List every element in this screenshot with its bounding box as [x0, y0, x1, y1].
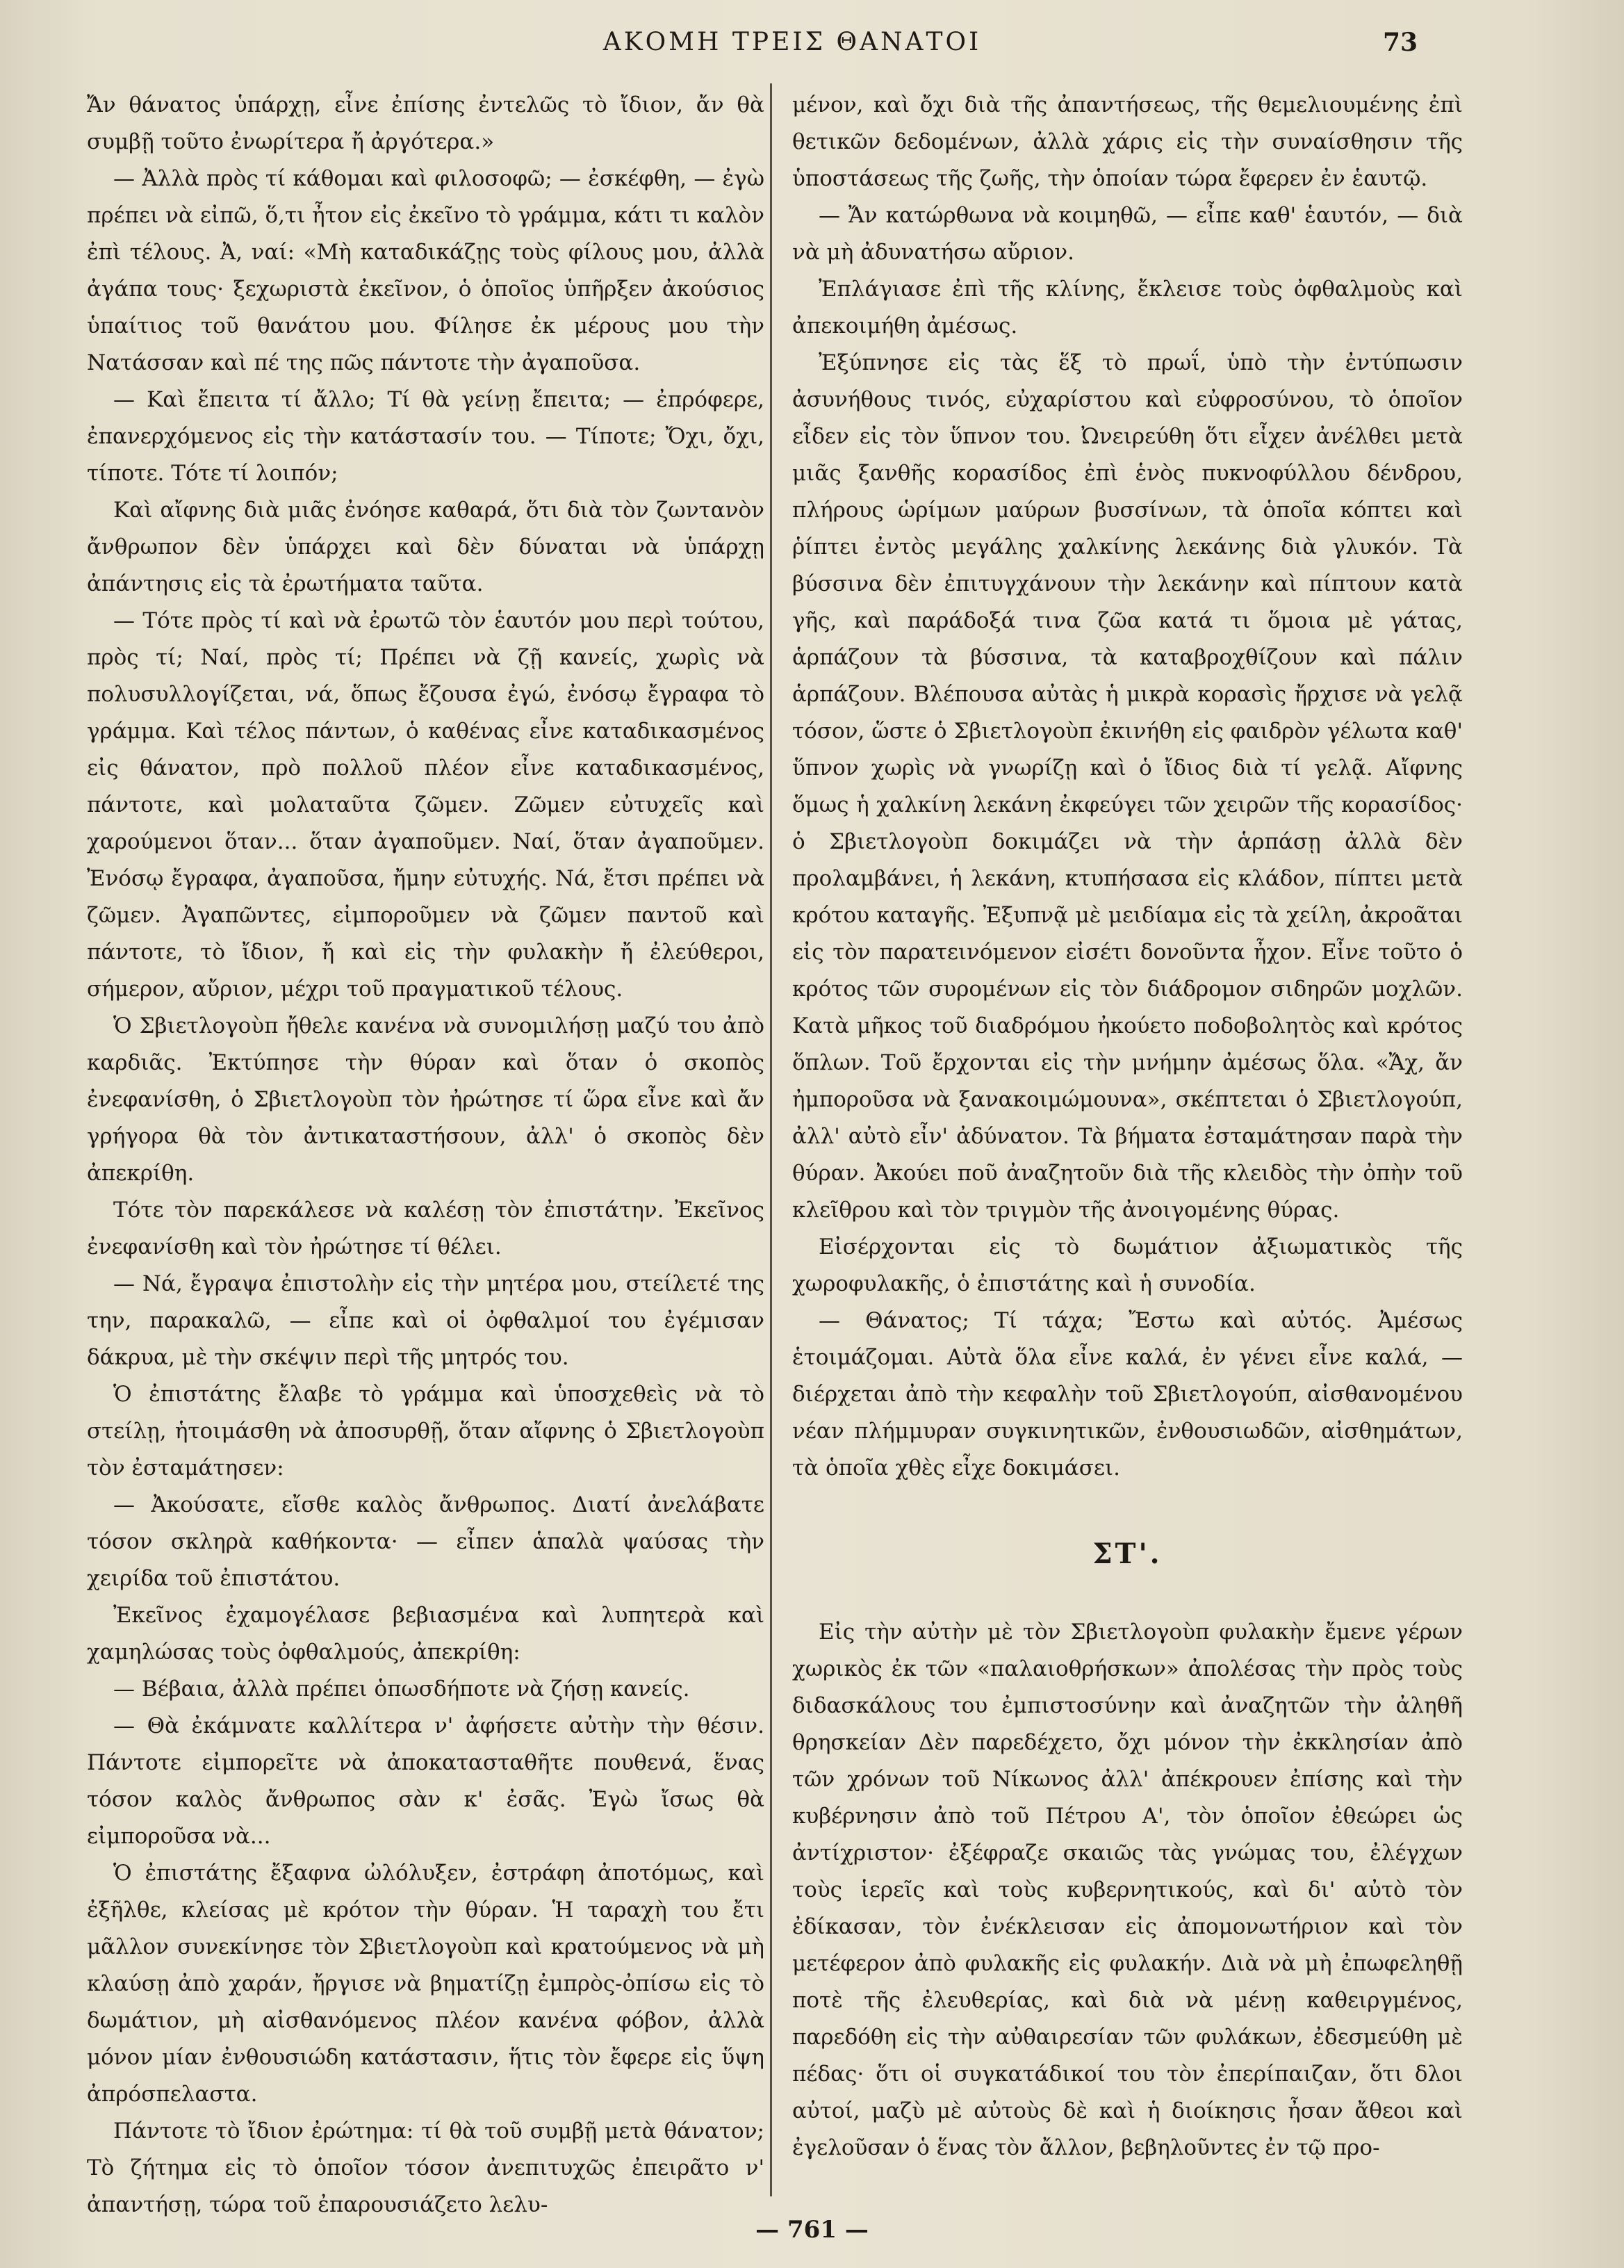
column-divider	[770, 83, 772, 2196]
paragraph: — Θάνατος; Τί τάχα; Ἔστω καὶ αὐτός. Ἀμέσως ἑτοιμάζομαι. Αὐτὰ ὅλα εἶνε καλά, ἐν γένει εἶνε καλά, — διέρχεται ἀπὸ τὴν κεφαλὴν τοῦ Σβιετλογούπ, αἰσθανομένου νέαν πλήμμυραν συγκινητικῶν, ἐνθουσιωδῶν, αἰσθημάτων, τὰ ὁποῖα χθὲς εἶχε δοκιμάσει.	[792, 1308, 1463, 1480]
paragraph: Καὶ αἴφνης διὰ μιᾶς ἐνόησε καθαρά, ὅτι διὰ τὸν ζωντανὸν ἄνθρωπον δὲν ὑπάρχει καὶ δὲν δύναται νὰ ὑπάρχῃ ἀπάντησις εἰς τὰ ἐρωτήματα ταῦτα.	[87, 498, 764, 596]
paragraph: Ὁ Σβιετλογοὺπ ἤθελε κανένα νὰ συνομιλήσῃ μαζύ του ἀπὸ καρδιᾶς. Ἐκτύπησε τὴν θύραν καὶ ὅταν ὁ σκοπὸς ἐνεφανίσθη, ὁ Σβιετλογοὺπ τὸν ἠρώτησε τί ὥρα εἶνε καὶ ἄν γρήγορα θὰ τὸν ἀντικαταστήσουν, ἀλλ' ὁ σκοπὸς δὲν ἀπεκρίθη.	[87, 1013, 764, 1186]
right-column-top-text	[792, 87, 1463, 1487]
paragraph: — Ἀλλὰ πρὸς τί κάθομαι καὶ φιλοσοφῶ; — ἐσκέφθη, — ἐγὼ πρέπει νὰ εἰπῶ, ὅ,τι ἦτον εἰς ἐκεῖνο τὸ γράμμα, κάτι τι καλὸν ἐπὶ τέλους. Ἀ, ναί: «Μὴ καταδικάζῃς τοὺς φίλους μου, ἀλλὰ ἀγάπα τους· ξεχωριστὰ ἐκεῖνον, ὁ ὁποῖος ὑπῆρξεν ἀκούσιος ὑπαίτιος τοῦ θανάτου μου. Φίλησε ἐκ μέρους μου τὴν Νατάσσαν καὶ πέ της πῶς πάντοτε τὴν ἀγαποῦσα.	[87, 166, 764, 375]
right-column-bottom-text	[792, 1614, 1463, 2167]
left-column	[87, 87, 764, 2224]
paragraph: Ἐξύπνησε εἰς τὰς ἕξ τὸ πρωΐ, ὑπὸ τὴν ἐντύπωσιν ἀσυνήθους τινός, εὐχαρίστου καὶ εὐφροσύνου, τὸ ὁποῖον εἶδεν εἰς τὸν ὕπνον του. Ὠνειρεύθη ὅτι εἶχεν ἀνέλθει μετὰ μιᾶς ξανθῆς κορασίδος ἐπὶ ἑνὸς πυκνοφύλλου δένδρου, πλήρους ὡρίμων μαύρων βυσσίνων, τὰ ὁποῖα κόπτει καὶ ῥίπτει ἐντὸς μεγάλης χαλκίνης λεκάνης διὰ γλυκόν. Τὰ βύσσινα δὲν ἐπιτυγχάνουν τὴν λεκάνην καὶ πίπτουν κατὰ γῆς, καὶ παράδοξά τινα ζῶα κατά τι ὅμοια μὲ γάτας, ἁρπάζουν τὰ βύσσινα, τὰ καταβροχθίζουν καὶ πάλιν ἁρπάζουν. Βλέπουσα αὐτὰς ἡ μικρὰ κορασὶς ἤρχισε νὰ γελᾷ τόσον, ὥστε ὁ Σβιετλογοὺπ ἐκινήθη εἰς φαιδρὸν γέλωτα καθ' ὕπνον χωρὶς νὰ γνωρίζῃ καὶ ὁ ἴδιος διὰ τί γελᾷ. Αἴφνης ὅμως ἡ χαλκίνη λεκάνη ἐκφεύγει τῶν χειρῶν τῆς κορασίδος· ὁ Σβιετλογοὺπ δοκιμάζει νὰ τὴν ἁρπάσῃ ἀλλὰ δὲν προλαμβάνει, ἡ λεκάνη, κτυπήσασα εἰς κλάδον, πίπτει μετὰ κρότου καταγῆς. Ἐξυπνᾷ μὲ μειδίαμα εἰς τὰ χείλη, ἀκροᾶται εἰς τὸν παρατεινόμενον εἰσέτι δονοῦντα ἦχον. Εἶνε τοῦτο ὁ κρότος τῶν συρομένων εἰς τὸν διάδρομον σιδηρῶν μοχλῶν. Κατὰ μῆκος τοῦ διαδρόμου ἠκούετο ποδοβολητὸς καὶ κρότος ὅπλων. Τοῦ ἔρχονται εἰς τὴν μνήμην ἀμέσως ὅλα. «Ἄχ, ἄν ἠμποροῦσα νὰ ξανακοιμώμουνα», σκέπτεται ὁ Σβιετλογούπ, ἀλλ' αὐτὸ εἶν' ἀδύνατον. Τὰ βήματα ἐσταμάτησαν παρὰ τὴν θύραν. Ἀκούει ποῦ ἀναζητοῦν διὰ τῆς κλειδὸς τὴν ὀπὴν τοῦ κλεῖθρου καὶ τὸν τριγμὸν τῆς ἀνοιγομένης θύρας.	[792, 350, 1463, 1223]
paragraph: Εἰσέρχονται εἰς τὸ δωμάτιον ἀξιωματικὸς τῆς χωροφυλακῆς, ὁ ἐπιστάτης καὶ ἡ συνοδία.	[792, 1234, 1463, 1296]
paragraph: Ἐκεῖνος ἐχαμογέλασε βεβιασμένα καὶ λυπητερὰ καὶ χαμηλώσας τοὺς ὀφθαλμούς, ἀπεκρίθη:	[87, 1603, 764, 1665]
paragraph: Ὁ ἐπιστάτης ἔλαβε τὸ γράμμα καὶ ὑποσχεθεὶς νὰ τὸ στείλῃ, ἡτοιμάσθη νὰ ἀποσυρθῇ, ὅταν αἴφνης ὁ Σβιετλογοὺπ τὸν ἐσταμάτησεν:	[87, 1382, 764, 1480]
folio-number: — 761 —	[755, 2216, 869, 2244]
paragraph: Ἄν θάνατος ὑπάρχῃ, εἶνε ἐπίσης ἐντελῶς τὸ ἴδιον, ἄν θὰ συμβῇ τοῦτο ἐνωρίτερα ἤ ἀργότερα.»	[87, 92, 764, 154]
page-header	[0, 28, 1624, 70]
paragraph: — Ἀκούσατε, εἴσθε καλὸς ἄνθρωπος. Διατί ἀνελάβατε τόσον σκληρὰ καθήκοντα· — εἶπεν ἁπαλὰ ψαύσας τὴν χειρίδα τοῦ ἐπιστάτου.	[87, 1492, 764, 1591]
paragraph: μένον, καὶ ὄχι διὰ τῆς ἀπαντήσεως, τῆς θεμελιουμένης ἐπὶ θετικῶν δεδομένων, ἀλλὰ χάρις εἰς τὴν συναίσθησιν τῆς ὑποστάσεως τῆς ζωῆς, τὴν ὁποίαν τώρα ἔφερεν ἐν ἑαυτῷ.	[792, 92, 1463, 191]
paragraph: — Τότε πρὸς τί καὶ νὰ ἐρωτῶ τὸν ἑαυτόν μου περὶ τούτου, πρὸς τί; Ναί, πρὸς τί; Πρέπει νὰ ζῇ κανείς, χωρὶς νὰ πολυσυλλογίζεται, νά, ὅπως ἔζουσα ἐγώ, ἐνόσῳ ἔγραφα τὸ γράμμα. Καὶ τέλος πάντων, ὁ καθένας εἶνε καταδικασμένος εἰς θάνατον, πρὸ πολλοῦ πλέον εἶνε καταδικασμένος, πάντοτε, καὶ μολαταῦτα ζῶμεν. Ζῶμεν εὐτυχεῖς καὶ χαρούμενοι ὅταν... ὅταν ἀγαποῦμεν. Ναί, ὅταν ἀγαποῦμεν. Ἐνόσῳ ἔγραφα, ἀγαποῦσα, ἤμην εὐτυχής. Νά, ἔτσι πρέπει νὰ ζῶμεν. Ἀγαπῶντες, εἰμποροῦμεν νὰ ζῶμεν παντοῦ καὶ πάντοτε, τὸ ἴδιον, ἤ καὶ εἰς τὴν φυλακὴν ἤ ἐλεύθεροι, σήμερον, αὔριον, μέχρι τοῦ πραγματικοῦ τέλους.	[87, 608, 764, 1002]
paragraph: Ἐπλάγιασε ἐπὶ τῆς κλίνης, ἔκλεισε τοὺς ὀφθαλμοὺς καὶ ἀπεκοιμήθη ἀμέσως.	[792, 277, 1463, 338]
paragraph: Εἰς τὴν αὐτὴν μὲ τὸν Σβιετλογοὺπ φυλακὴν ἔμενε γέρων χωρικὸς ἐκ τῶν «παλαιοθρήσκων» ἀπολέσας τὴν πρὸς τοὺς διδασκάλους του ἐμπιστοσύνην καὶ ἀναζητῶν τὴν ἀληθῆ θρησκείαν Δὲν παρεδέχετο, ὄχι μόνον τὴν ἐκκλησίαν ἀπὸ τῶν χρόνων τοῦ Νίκωνος ἀλλ' ἀπέκρουεν ἐπίσης καὶ τὴν κυβέρνησιν ἀπὸ τοῦ Πέτρου Α', τὸν ὁποῖον ἐθεώρει ὡς ἀντίχριστον· ἐξέφραζε σκαιῶς τὰς γνώμας του, ἐλέγχων τοὺς ἱερεῖς καὶ τοὺς κυβερνητικούς, καὶ δι' αὐτὸ τὸν ἐδίκασαν, τὸν ἐνέκλεισαν εἰς ἀπομονωτήριον καὶ τὸν μετέφερον ἀπὸ φυλακῆς εἰς φυλακήν. Διὰ νὰ μὴ ἐπωφεληθῇ ποτὲ τῆς ἐλευθερίας, καὶ διὰ νὰ μένῃ καθειργμένος, παρεδόθη εἰς τὴν αὐθαιρεσίαν τῶν φυλάκων, ἐδεσμεύθη μὲ πέδας· ὅτι οἱ συγκατάδικοί του τὸν ἐπερίπαιζαν, ὅτι δλοι αὐτοί, μαζὺ μὲ αὐτοὺς δὲ καὶ ἡ διοίκησις ἦσαν ἄθεοι καὶ ἐγελοῦσαν ὁ ἕνας τὸν ἄλλον, βεβηλοῦντες ἐν τῷ προ-	[792, 1620, 1463, 2160]
paragraph: — Καὶ ἔπειτα τί ἄλλο; Τί θὰ γείνῃ ἔπειτα; — ἐπρόφερε, ἐπανερχόμενος εἰς τὴν κατάστασίν του. — Τίποτε; Ὄχι, ὄχι, τίποτε. Τότε τί λοιπόν;	[87, 387, 764, 486]
paragraph: — Ἄν κατώρθωνα νὰ κοιμηθῶ, — εἶπε καθ' ἑαυτόν, — διὰ νὰ μὴ ἀδυνατήσω αὔριον.	[792, 203, 1463, 265]
paragraph: — Βέβαια, ἀλλὰ πρέπει ὁπωσδήποτε νὰ ζήσῃ κανείς.	[113, 1676, 690, 1702]
right-column	[792, 87, 1463, 2167]
paragraph: — Θὰ ἐκάμνατε καλλίτερα ν' ἀφήσετε αὐτὴν τὴν θέσιν. Πάντοτε εἰμπορεῖτε νὰ ἀποκατασταθῆτε πουθενά, ἕνας τόσον καλὸς ἄνθρωπος σὰν κ' ἐσᾶς. Ἐγὼ ἴσως θὰ εἰμποροῦσα νὰ...	[87, 1713, 764, 1849]
paragraph: Πάντοτε τὸ ἴδιον ἐρώτημα: τί θὰ τοῦ συμβῇ μετὰ θάνατον; Τὸ ζήτημα εἰς τὸ ὁποῖον τόσον ἀνεπιτυχῶς ἐπειρᾶτο ν' ἀπαντήσῃ, τώρα τοῦ ἐπαρουσιάζετο λελυ-	[87, 2119, 764, 2217]
page-number: 73	[1383, 28, 1418, 57]
paragraph: — Νά, ἔγραψα ἐπιστολὴν εἰς τὴν μητέρα μου, στείλετέ της την, παρακαλῶ, — εἶπε καὶ οἱ ὀφθαλμοί του ἐγέμισαν δάκρυα, μὲ τὴν σκέψιν περὶ τῆς μητρός του.	[87, 1271, 764, 1370]
section-heading: ΣΤ'.	[1092, 1537, 1163, 1570]
paragraph: Τότε τὸν παρεκάλεσε νὰ καλέσῃ τὸν ἐπιστάτην. Ἐκεῖνος ἐνεφανίσθη καὶ τὸν ἠρώτησε τί θέλει.	[87, 1198, 764, 1259]
running-title: ΑΚΟΜΗ ΤΡΕΙΣ ΘΑΝΑΤΟΙ	[602, 28, 982, 56]
paragraph: Ὁ ἐπιστάτης ἔξαφνα ὠλόλυξεν, ἐστράφη ἀποτόμως, καὶ ἐξῆλθε, κλείσας μὲ κρότον τὴν θύραν. Ἡ ταραχὴ του ἔτι μᾶλλον συνεκίνησε τὸν Σβιετλογοὺπ καὶ κρατούμενος νὰ μὴ κλαύσῃ ἀπὸ χαράν, ἤργισε νὰ βηματίζῃ ἐμπρὸς-ὀπίσω εἰς τὸ δωμάτιον, μὴ αἰσθανόμενος πλέον κανένα φόβον, ἀλλὰ μόνον μίαν ἐνθουσιώδη κατάστασιν, ἥτις τὸν ἔφερε εἰς ὕψη ἀπρόσπελαστα.	[87, 1861, 764, 2107]
